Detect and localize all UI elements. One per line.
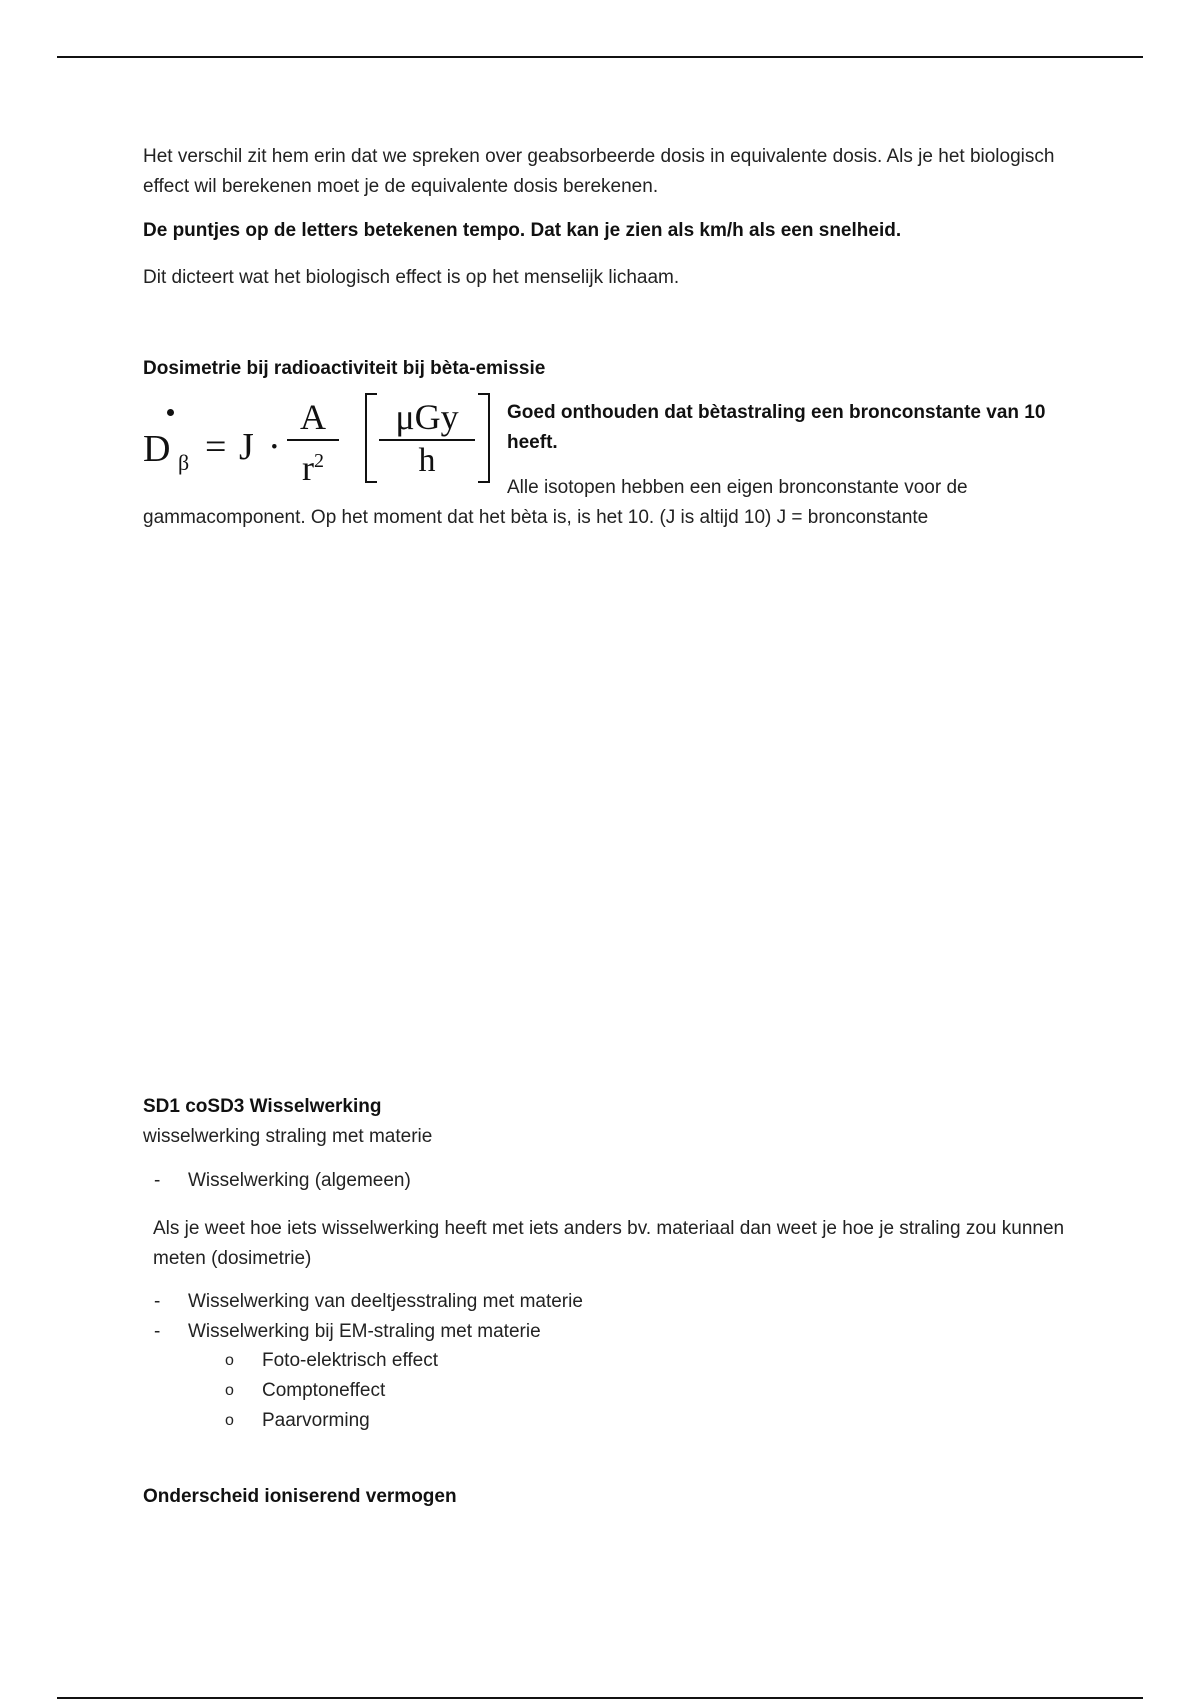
formula-unit-microgray: μGy <box>395 397 459 437</box>
sublist-item-label: Foto-elektrisch effect <box>262 1350 439 1371</box>
sublist-item-label: Comptoneffect <box>262 1380 386 1401</box>
paragraph-dots-meaning: De puntjes op de letters betekenen tempo. Dat kan je zien als km/h als een snelheid. <box>143 220 902 241</box>
unit-left-bracket <box>365 393 377 483</box>
dose-rate-dot <box>167 409 174 416</box>
sublist-item-label: Paarvorming <box>262 1410 370 1431</box>
formula-unit-hour: h <box>418 442 436 479</box>
interaction-list-general <box>143 1166 411 1196</box>
em-interaction-sublist <box>225 1346 438 1436</box>
sublist-item <box>225 1346 438 1376</box>
paragraph-interaction-explanation: Als je weet hoe iets wisselwerking heeft met iets anders bv. materiaal dan weet je hoe je straling zou kunnen meten (dosimetrie) <box>153 1218 1065 1269</box>
formula-dose-symbol: D <box>143 428 171 470</box>
section-heading-interaction: SD1 coSD3 Wisselwerking <box>143 1096 382 1117</box>
paragraph-absorbed-vs-equivalent: Het verschil zit hem erin dat we spreken over geabsorbeerde dosis in equivalente dosis. Als je het biologisch effect wil berekenen moet je de equivalente dosis berekenen. <box>143 146 1055 197</box>
unit-right-bracket <box>478 393 490 483</box>
note-isotopes-line2: gammacomponent. Op het moment dat het bèta is, is het 10. (J is altijd 10) J = bronconstante <box>143 507 929 528</box>
beta-dose-rate-formula <box>143 395 503 495</box>
formula-activity: A <box>300 397 326 437</box>
list-item-label: Wisselwerking van deeltjesstraling met materie <box>188 1291 583 1312</box>
formula-distance: r <box>302 448 314 488</box>
formula-exponent: 2 <box>314 450 324 472</box>
bullet-circle: o <box>225 1352 234 1369</box>
list-item <box>143 1287 583 1317</box>
list-item-label: Wisselwerking bij EM-straling met materie <box>188 1321 541 1342</box>
formula-source-constant: J <box>239 426 254 468</box>
interaction-list-types <box>143 1287 583 1347</box>
list-item <box>143 1317 583 1347</box>
formula-unit-fraction <box>379 395 475 481</box>
footer-rule <box>57 1697 1143 1699</box>
note-source-constant-beta: Goed onthouden dat bètastraling een bronconstante van 10 heeft. <box>507 402 1046 453</box>
list-item <box>143 1166 411 1196</box>
sublist-item <box>225 1376 438 1406</box>
formula-activity-fraction <box>283 395 343 488</box>
section-subheading-interaction: wisselwerking straling met materie <box>143 1126 433 1147</box>
note-isotopes-line1: Alle isotopen hebben een eigen bronconstante voor de <box>507 477 968 498</box>
bullet-circle: o <box>225 1382 234 1399</box>
paragraph-biological-effect: Dit dicteert wat het biologisch effect is op het menselijk lichaam. <box>143 267 680 288</box>
sublist-item <box>225 1406 438 1436</box>
bullet-dash: - <box>154 1170 161 1191</box>
bullet-circle: o <box>225 1412 234 1429</box>
section-heading-beta-dosimetry: Dosimetrie bij radioactiviteit bij bèta-emissie <box>143 358 546 379</box>
formula-beta-subscript: β <box>178 450 190 475</box>
formula-distance-squared <box>283 441 343 488</box>
bullet-dash: - <box>154 1291 161 1312</box>
formula-equals: = <box>205 426 227 468</box>
header-rule <box>57 56 1143 58</box>
list-item-label: Wisselwerking (algemeen) <box>188 1170 411 1191</box>
bullet-dash: - <box>154 1321 161 1342</box>
formula-multiply: · <box>268 426 281 468</box>
section-heading-ionizing-power: Onderscheid ioniserend vermogen <box>143 1486 457 1507</box>
